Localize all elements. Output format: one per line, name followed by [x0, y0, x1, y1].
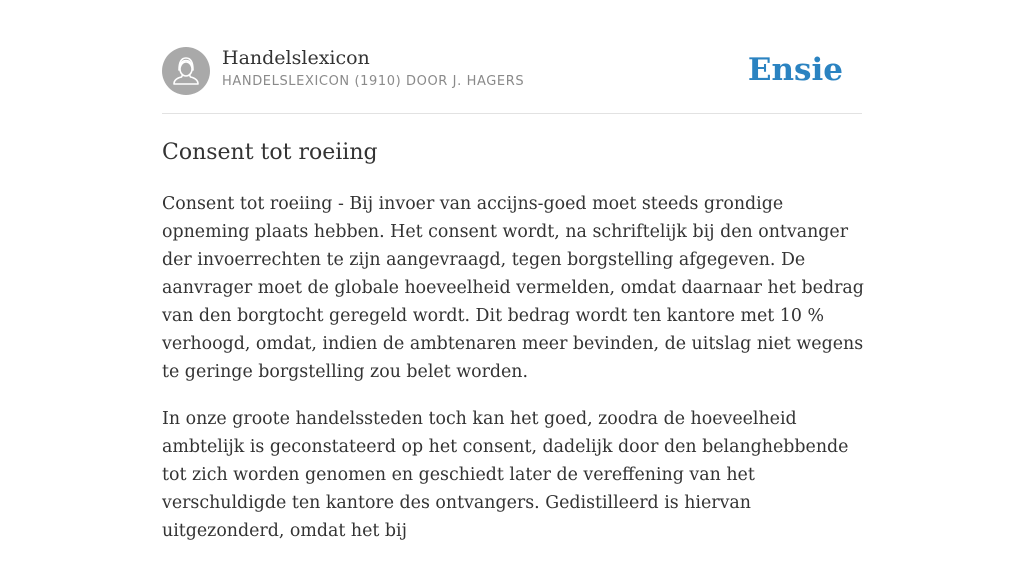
article-title: Consent tot roeiing	[162, 140, 378, 165]
ensie-logo-link[interactable]: Ensie	[747, 52, 843, 88]
article-body	[162, 190, 864, 564]
avatar[interactable]	[162, 47, 210, 95]
source-title[interactable]: Handelslexicon	[222, 47, 370, 69]
article-paragraph: Consent tot roeiing - Bij invoer van accijns-goed moet steeds grondige opneming plaats hebben. Het consent wordt, na schriftelijk bij den ontvanger der invoerrechten te zijn aangevraagd, tegen borgstelling afgegeven. De aanvrager moet de globale hoeveelheid vermelden, omdat daarnaar het bedrag van den borgtocht geregeld wordt. Dit bedrag wordt ten kantore met 10 % verhoogd, omdat, indien de ambtenaren meer bevinden, de uitslag niet wegens te geringe borgstelling zou belet worden.	[162, 194, 864, 382]
source-subtitle[interactable]: HANDELSLEXICON (1910) DOOR J. HAGERS	[222, 74, 525, 89]
article-paragraph: In onze groote handelssteden toch kan het goed, zoodra de hoeveelheid ambtelijk is geconstateerd op het consent, dadelijk door den belanghebbende tot zich worden genomen en geschiedt later de vereffening van het verschuldigde ten kantore des ontvangers. Gedistilleerd is hiervan uitgezonderd, omdat het bij	[162, 409, 849, 541]
source-header	[162, 46, 862, 114]
user-icon	[162, 47, 210, 95]
